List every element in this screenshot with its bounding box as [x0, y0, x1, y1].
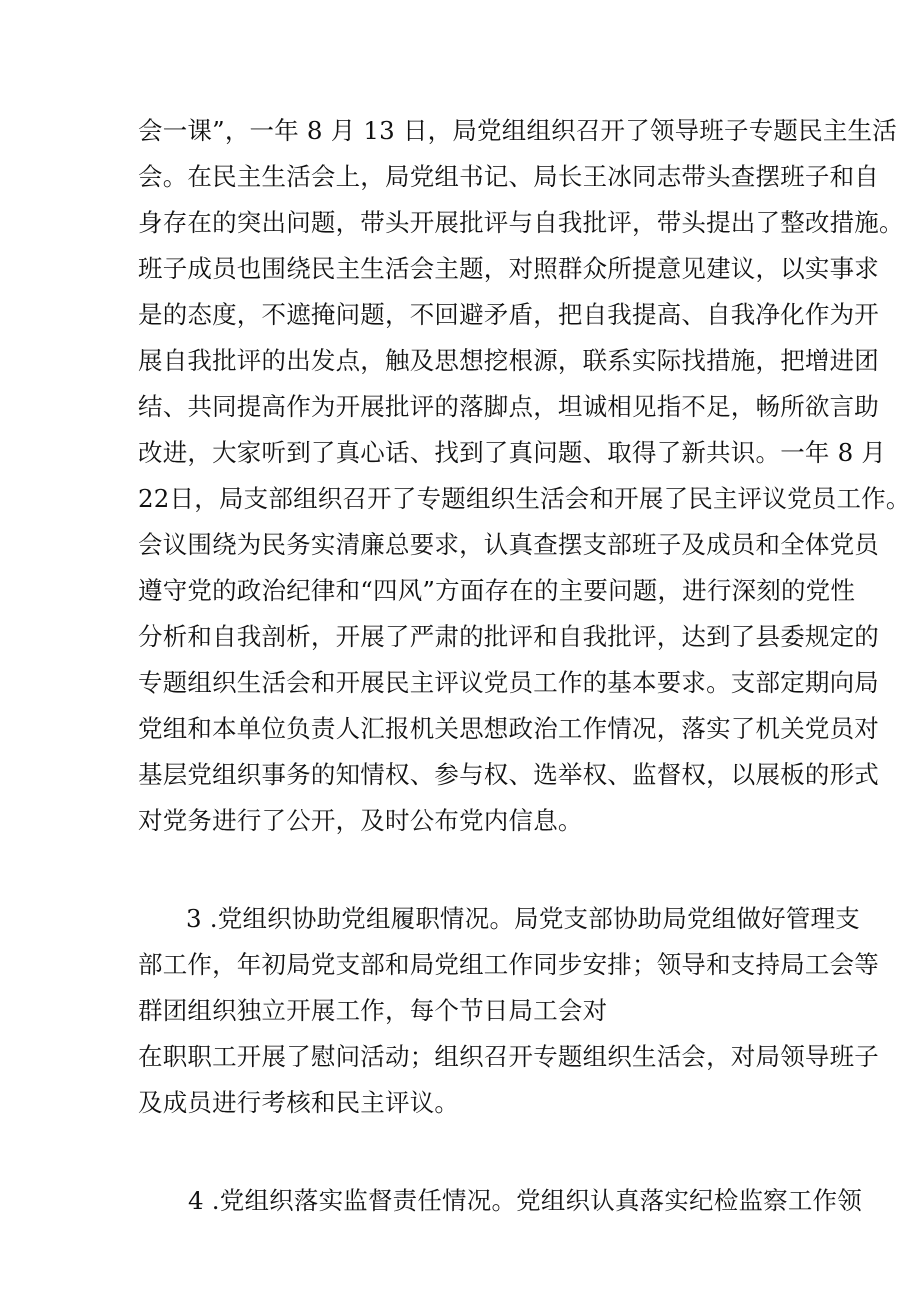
paragraph-line: 展自我批评的出发点，触及思想挖根源，联系实际找措施，把增进团: [138, 346, 879, 375]
paragraph-line: 会。在民主生活会上，局党组书记、局长王冰同志带头查摆班子和自: [138, 162, 879, 191]
paragraph-line: 是的态度，不遮掩问题，不回避矛盾，把自我提高、自我净化作为开: [138, 300, 879, 329]
paragraph-line-last: 对党务进行了公开，及时公布党内信息。: [138, 806, 583, 835]
paragraph-first-line: 3 .党组织协助党组履职情况。局党支部协助局党组做好管理支: [186, 904, 860, 933]
paragraph-line: 分析和自我剖析，开展了严肃的批评和自我批评，达到了县委规定的: [138, 622, 879, 651]
paragraph-line: 改进，大家听到了真心话、找到了真问题、取得了新共识。一年 8 月: [138, 438, 887, 467]
paragraph-line: 基层党组织事务的知情权、参与权、选举权、监督权，以展板的形式: [138, 760, 879, 789]
paragraph-line: 22日，局支部组织召开了专题组织生活会和开展了民主评议党员工作。: [138, 484, 911, 513]
paragraph-line: 身存在的突出问题，带头开展批评与自我批评，带头提出了整改措施。: [138, 208, 904, 237]
paragraph-line: 结、共同提高作为开展批评的落脚点，坦诚相见指不足，畅所欲言助: [138, 392, 879, 421]
paragraph-line: 会一课”，一年 8 月 13 日，局党组组织召开了领导班子专题民主生活: [138, 116, 897, 145]
paragraph-line: 会议围绕为民务实清廉总要求，认真查摆支部班子及成员和全体党员: [138, 530, 879, 559]
paragraph-line: 在职职工开展了慰问活动；组织召开专题组织生活会，对局领导班子: [138, 1042, 879, 1071]
paragraph-first-line: 4 .党组织落实监督责任情况。党组织认真落实纪检监察工作领: [188, 1186, 862, 1215]
paragraph-line: 遵守党的政治纪律和“四风”方面存在的主要问题，进行深刻的党性: [138, 576, 856, 605]
paragraph-line: 班子成员也围绕民主生活会主题，对照群众所提意见建议，以实事求: [138, 254, 879, 283]
paragraph-line-last: 及成员进行考核和民主评议。: [138, 1088, 460, 1117]
paragraph-line: 部工作，年初局党支部和局党组工作同步安排；领导和支持局工会等: [138, 950, 879, 979]
paragraph-line-short: 群团组织独立开展工作，每个节日局工会对: [138, 996, 608, 1025]
paragraph-line: 党组和本单位负责人汇报机关思想政治工作情况，落实了机关党员对: [138, 714, 879, 743]
paragraph-line: 专题组织生活会和开展民主评议党员工作的基本要求。支部定期向局: [138, 668, 879, 697]
